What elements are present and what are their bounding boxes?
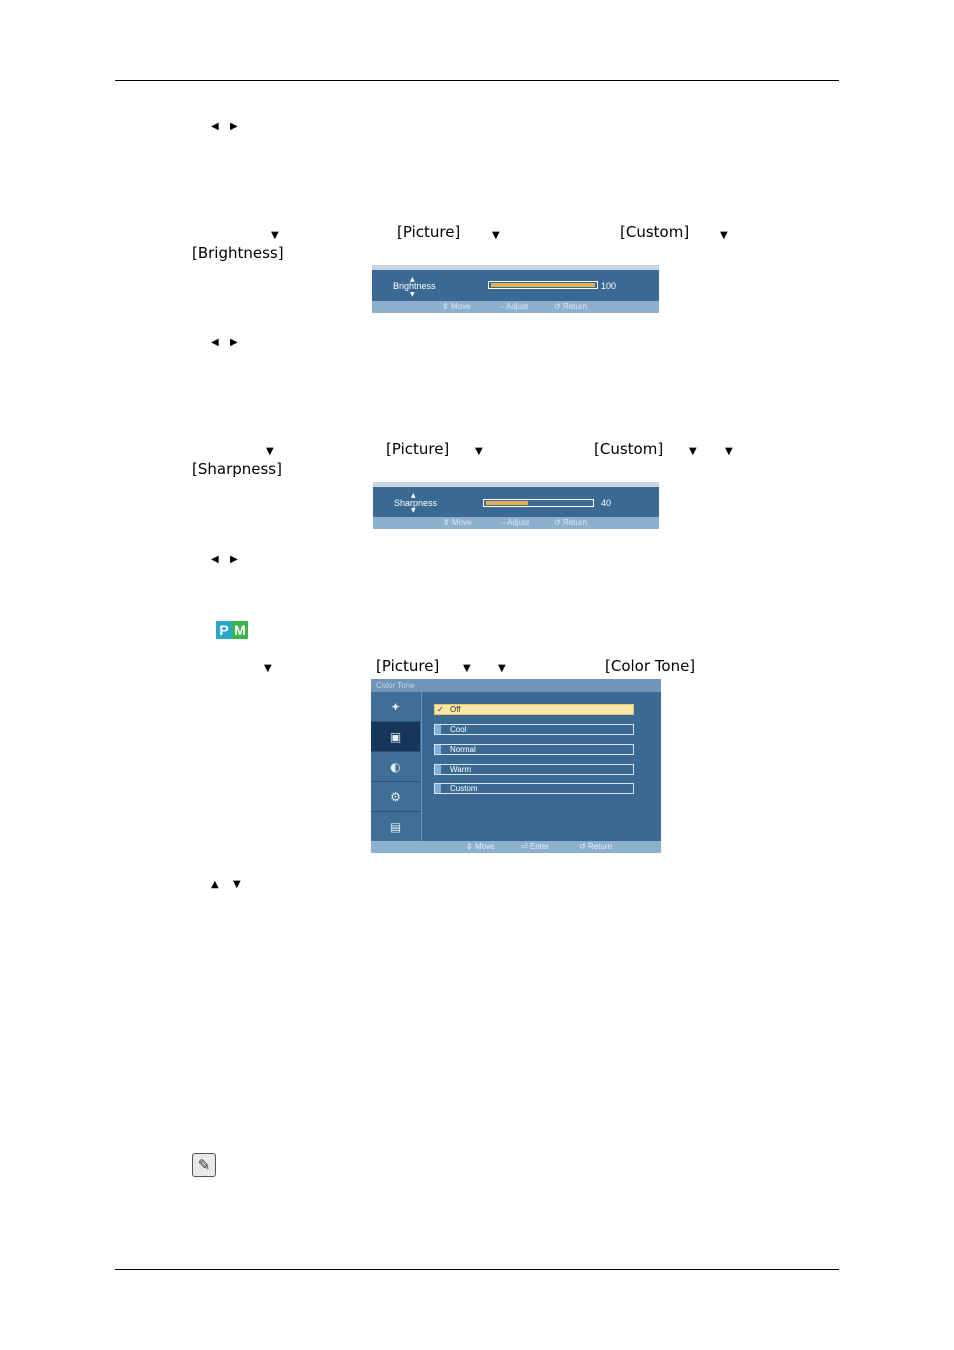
brightness-label: Brightness: [393, 281, 436, 291]
brightness-slider[interactable]: [488, 281, 598, 289]
sharpness-label: Sharpness: [394, 498, 438, 508]
menu-path-brightness: [Brightness]: [192, 244, 284, 262]
enter-hint: ⏎ Enter: [521, 842, 550, 851]
sidebar-picture-icon[interactable]: ▣: [371, 722, 420, 752]
color-tone-option-off[interactable]: ✓ Off: [434, 704, 634, 715]
down-arrow-icon: ▼: [492, 230, 500, 241]
down-arrow-icon: ▼: [233, 879, 241, 890]
brightness-slider-fill: [491, 283, 595, 287]
down-caret-icon: ▼: [411, 507, 416, 514]
return-icon: ↺: [579, 842, 586, 851]
down-arrow-icon: ▼: [498, 663, 506, 674]
menu-title: Color Tone: [376, 681, 415, 690]
down-arrow-icon: ▼: [463, 663, 471, 674]
move-hint: ⇕ Move: [442, 302, 471, 311]
pm-mode-badge: [216, 621, 248, 639]
note-icon: ✎: [192, 1153, 216, 1177]
move-icon: ⇕: [443, 518, 450, 527]
sidebar-sound-icon[interactable]: ◐: [371, 752, 420, 782]
adjust-icon: ⇔: [498, 302, 506, 311]
return-icon: ↺: [554, 518, 561, 527]
move-hint: ⇕ Move: [443, 518, 472, 527]
color-tone-option-warm[interactable]: Warm: [434, 764, 634, 775]
menu-footer: [371, 841, 661, 853]
return-hint: ↺ Return: [554, 518, 587, 527]
color-tone-option-normal[interactable]: Normal: [434, 744, 634, 755]
menu-path-picture: [Picture]: [376, 657, 440, 675]
brightness-value: 100: [601, 281, 617, 291]
move-hint: ⇕ Move: [466, 842, 495, 851]
sharpness-slider-fill: [486, 501, 528, 505]
menu-path-color-tone: [Color Tone]: [605, 657, 696, 675]
footer-rule: [115, 1269, 839, 1270]
menu-title-bar: [371, 679, 661, 692]
pm-badge-p: P: [216, 621, 232, 639]
up-caret-icon: ▲: [410, 276, 415, 283]
menu-path-picture: [Picture]: [397, 223, 461, 241]
right-arrow-icon: ▶: [230, 337, 238, 348]
down-arrow-icon: ▼: [266, 446, 274, 457]
return-hint: ↺ Return: [579, 842, 612, 851]
return-icon: ↺: [554, 302, 561, 311]
move-icon: ⇕: [442, 302, 449, 311]
sidebar-input-icon[interactable]: ✦: [371, 692, 420, 722]
move-icon: ⇕: [466, 842, 473, 851]
sharpness-slider[interactable]: [483, 499, 594, 507]
menu-sidebar: [371, 692, 421, 842]
pm-badge-m: M: [232, 621, 248, 639]
menu-path-custom: [Custom]: [594, 440, 664, 458]
right-arrow-icon: ▶: [230, 554, 238, 565]
menu-path-custom: [Custom]: [620, 223, 690, 241]
down-arrow-icon: ▼: [271, 230, 279, 241]
down-arrow-icon: ▼: [689, 446, 697, 457]
brightness-osd-panel: [372, 265, 659, 313]
return-hint: ↺ Return: [554, 302, 587, 311]
adjust-hint: ⇔Adjust: [498, 302, 529, 311]
enter-icon: ⏎: [521, 842, 528, 851]
adjust-hint: ⇔Adjust: [499, 518, 530, 527]
down-arrow-icon: ▼: [475, 446, 483, 457]
header-rule: [115, 80, 839, 81]
down-arrow-icon: ▼: [725, 446, 733, 457]
color-tone-option-custom[interactable]: Custom: [434, 783, 634, 794]
up-caret-icon: ▲: [411, 492, 416, 499]
left-arrow-icon: ◀: [211, 554, 219, 565]
left-arrow-icon: ◀: [211, 337, 219, 348]
down-caret-icon: ▼: [410, 291, 415, 298]
left-arrow-icon: ◀: [211, 121, 219, 132]
sidebar-setup-icon[interactable]: ⚙: [371, 782, 420, 812]
up-arrow-icon: ▲: [211, 879, 219, 890]
menu-path-sharpness: [Sharpness]: [192, 460, 282, 478]
sidebar-multi-control-icon[interactable]: ▤: [371, 812, 420, 842]
down-arrow-icon: ▼: [264, 663, 272, 674]
color-tone-option-cool[interactable]: Cool: [434, 724, 634, 735]
sharpness-osd-panel: [373, 482, 659, 529]
sharpness-value: 40: [601, 498, 612, 508]
right-arrow-icon: ▶: [230, 121, 238, 132]
down-arrow-icon: ▼: [720, 230, 728, 241]
check-icon: ✓: [437, 705, 444, 714]
adjust-icon: ⇔: [499, 518, 507, 527]
color-tone-menu: [371, 679, 661, 853]
menu-path-picture: [Picture]: [386, 440, 450, 458]
